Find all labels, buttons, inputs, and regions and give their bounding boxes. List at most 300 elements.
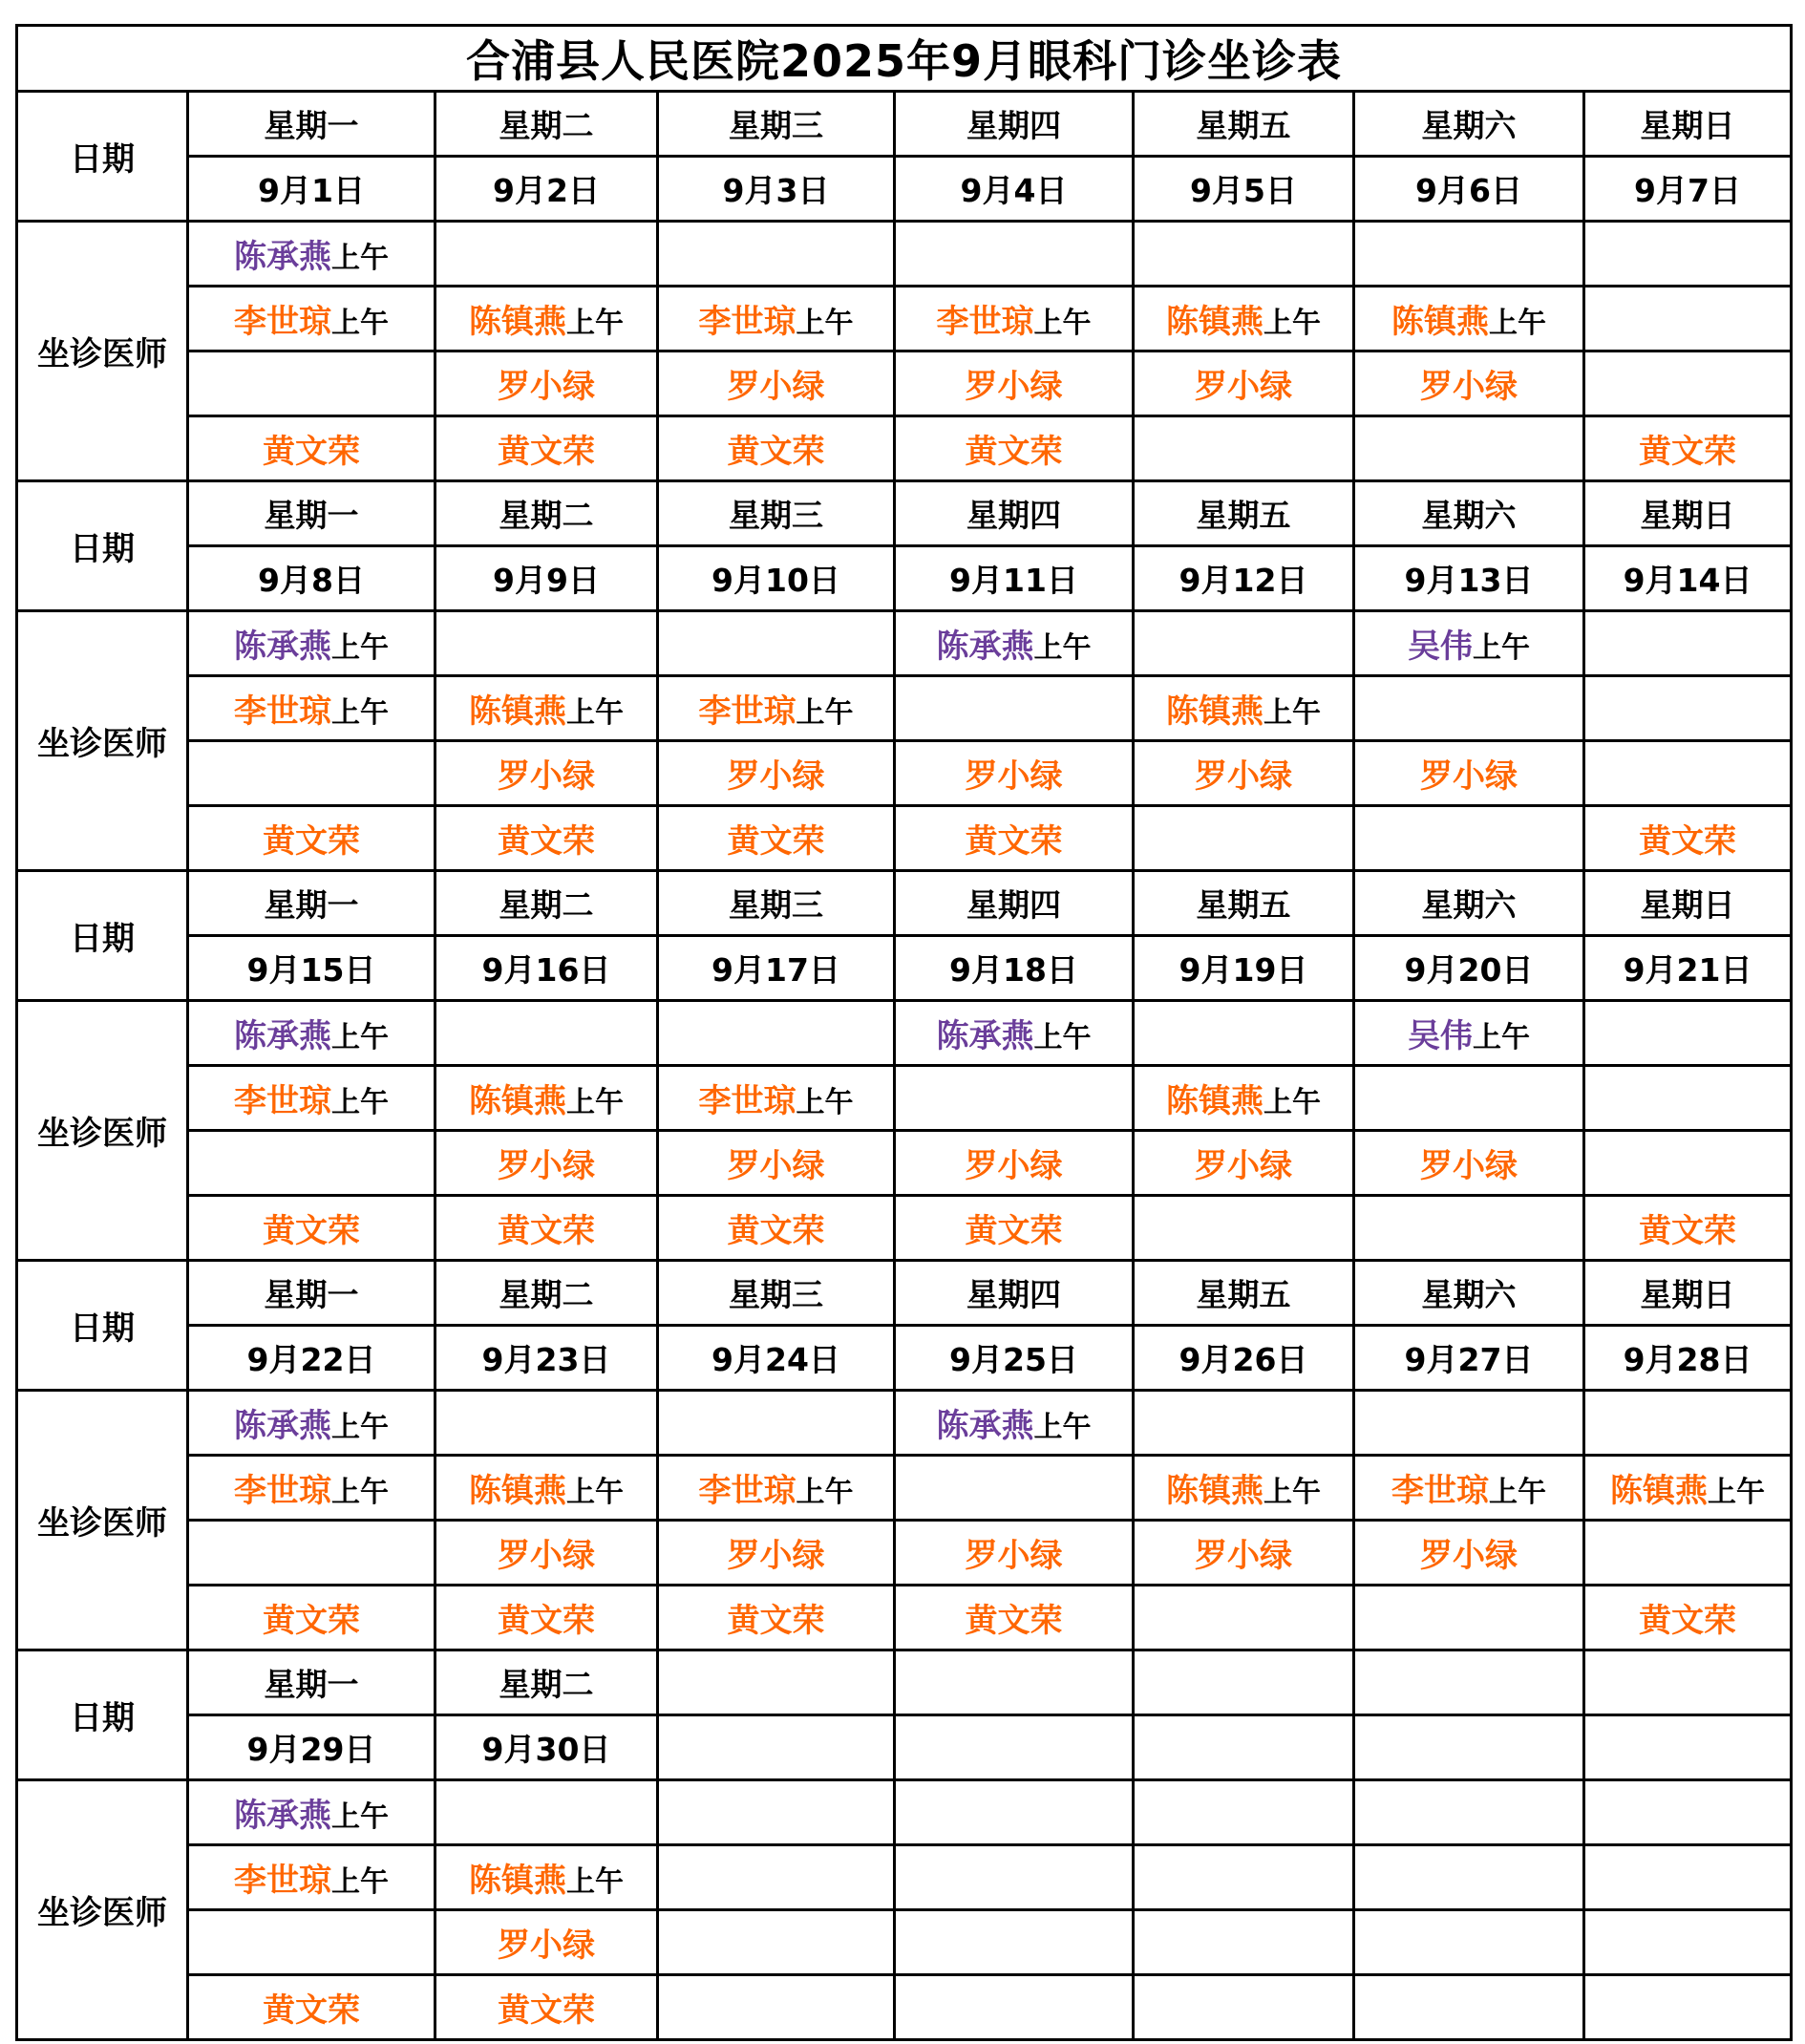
doctor-cell — [1584, 1780, 1792, 1845]
doctor-name: 罗小绿 — [1420, 368, 1518, 406]
session-label: 上午 — [1489, 1476, 1546, 1509]
doctor-cell — [1584, 1456, 1792, 1521]
session-label: 上午 — [1264, 696, 1321, 730]
date-cell: 9月3日 — [658, 157, 895, 222]
doctor-cell — [658, 1586, 895, 1650]
doctor-row — [17, 287, 1792, 351]
weekday-cell — [895, 1650, 1134, 1715]
doctor-cell — [658, 1131, 895, 1196]
weekday-cell: 星期一 — [188, 481, 435, 546]
weekday-cell: 星期一 — [188, 871, 435, 936]
doctor-row — [17, 351, 1792, 416]
weekday-cell: 星期二 — [435, 1650, 658, 1715]
doctor-cell — [1134, 741, 1354, 806]
doctor-cell — [658, 1456, 895, 1521]
date-row — [17, 936, 1792, 1001]
doctor-cell — [1134, 1845, 1354, 1910]
doctor-cell — [435, 1456, 658, 1521]
doctor-cell — [895, 1521, 1134, 1586]
doctor-name: 黄文荣 — [727, 822, 825, 861]
doctor-name: 罗小绿 — [1420, 1537, 1518, 1575]
doctor-name: 罗小绿 — [1195, 757, 1292, 796]
date-cell: 9月19日 — [1134, 936, 1354, 1001]
doctor-cell — [188, 1521, 435, 1586]
doctor-cell — [188, 741, 435, 806]
doctor-name: 陈镇燕 — [469, 1472, 566, 1510]
date-cell: 9月7日 — [1584, 157, 1792, 222]
date-cell: 9月22日 — [188, 1326, 435, 1391]
doctor-cell — [188, 351, 435, 416]
doctor-cell — [1354, 1780, 1584, 1845]
doctor-cell — [435, 1196, 658, 1261]
weekday-cell: 星期二 — [435, 481, 658, 546]
weekday-cell: 星期五 — [1134, 871, 1354, 936]
doctor-cell — [435, 222, 658, 287]
doctor-cell — [1584, 416, 1792, 481]
session-label: 上午 — [566, 307, 624, 340]
weekday-cell: 星期四 — [895, 481, 1134, 546]
doctor-cell — [435, 1780, 658, 1845]
doctor-cell — [1354, 416, 1584, 481]
session-label: 上午 — [1264, 1086, 1321, 1119]
weekday-row — [17, 1650, 1792, 1715]
doctor-cell — [1584, 1066, 1792, 1131]
doctor-cell — [1354, 1521, 1584, 1586]
doctor-cell — [658, 416, 895, 481]
doctor-cell — [1354, 611, 1584, 676]
doctor-row — [17, 1456, 1792, 1521]
doctor-name: 陈镇燕 — [1166, 1082, 1264, 1120]
session-label: 上午 — [331, 631, 389, 665]
doctor-cell — [1584, 1131, 1792, 1196]
doctor-cell — [1134, 1910, 1354, 1975]
doctor-row — [17, 1975, 1792, 2040]
doctor-name: 罗小绿 — [727, 1537, 825, 1575]
weekday-row — [17, 481, 1792, 546]
weekday-cell: 星期四 — [895, 871, 1134, 936]
doctor-row — [17, 1845, 1792, 1910]
doctor-cell — [188, 1131, 435, 1196]
doctor-cell — [658, 287, 895, 351]
doctor-name: 罗小绿 — [498, 1927, 595, 1965]
session-label: 上午 — [1264, 307, 1321, 340]
date-row — [17, 546, 1792, 611]
doctor-cell — [895, 1001, 1134, 1066]
session-label: 上午 — [566, 1865, 624, 1899]
doctor-name: 陈承燕 — [936, 1017, 1034, 1055]
session-label: 上午 — [796, 1086, 854, 1119]
doctor-cell — [435, 1845, 658, 1910]
doctor-name: 李世琼 — [234, 692, 331, 731]
session-label: 上午 — [331, 1800, 389, 1834]
date-cell: 9月8日 — [188, 546, 435, 611]
doctor-name: 李世琼 — [234, 1472, 331, 1510]
doctor-cell — [895, 741, 1134, 806]
doctor-cell — [1134, 416, 1354, 481]
doctor-name: 李世琼 — [234, 303, 331, 341]
weekday-cell: 星期五 — [1134, 481, 1354, 546]
doctor-cell — [1584, 676, 1792, 741]
doctor-cell — [1584, 1001, 1792, 1066]
doctor-cell — [658, 741, 895, 806]
date-cell: 9月5日 — [1134, 157, 1354, 222]
session-label: 上午 — [331, 242, 389, 275]
doctor-cell — [658, 1521, 895, 1586]
doctor-cell — [1584, 1521, 1792, 1586]
doctor-cell — [188, 1910, 435, 1975]
doctor-cell — [1354, 806, 1584, 871]
doctor-name: 罗小绿 — [1195, 1537, 1292, 1575]
doctor-name: 陈镇燕 — [469, 692, 566, 731]
doctor-cell — [1584, 1910, 1792, 1975]
doctor-name: 罗小绿 — [727, 757, 825, 796]
doctor-cell — [188, 1975, 435, 2040]
doctor-cell — [658, 222, 895, 287]
date-cell: 9月15日 — [188, 936, 435, 1001]
doctor-cell — [1354, 222, 1584, 287]
doctor-row — [17, 1391, 1792, 1456]
doctor-cell — [188, 1066, 435, 1131]
session-label: 上午 — [331, 1021, 389, 1054]
doctor-cell — [1584, 611, 1792, 676]
doctor-cell — [1584, 222, 1792, 287]
doctor-name: 罗小绿 — [965, 1147, 1063, 1185]
date-cell: 9月26日 — [1134, 1326, 1354, 1391]
doctor-cell — [188, 287, 435, 351]
weekday-cell: 星期日 — [1584, 92, 1792, 157]
date-cell: 9月27日 — [1354, 1326, 1584, 1391]
doctor-name: 黄文荣 — [965, 1212, 1063, 1250]
doctor-cell — [895, 1196, 1134, 1261]
doctor-cell — [1584, 351, 1792, 416]
doctor-name: 罗小绿 — [1195, 368, 1292, 406]
doctor-name: 黄文荣 — [263, 822, 360, 861]
date-cell: 9月18日 — [895, 936, 1134, 1001]
doctor-cell — [895, 1066, 1134, 1131]
doctor-name: 陈承燕 — [936, 1407, 1034, 1445]
doctor-name: 罗小绿 — [965, 757, 1063, 796]
doctor-name: 黄文荣 — [1639, 1212, 1737, 1250]
session-label: 上午 — [1033, 631, 1092, 665]
doctor-cell — [188, 1001, 435, 1066]
doctor-cell — [1584, 1845, 1792, 1910]
doctor-row — [17, 1196, 1792, 1261]
doctor-cell — [435, 287, 658, 351]
doctor-name: 陈承燕 — [936, 628, 1034, 666]
session-label: 上午 — [1473, 1021, 1530, 1054]
doctors-label: 坐诊医师 — [17, 611, 188, 871]
doctor-name: 吴伟 — [1408, 1017, 1473, 1055]
doctor-cell — [1134, 1521, 1354, 1586]
date-cell: 9月23日 — [435, 1326, 658, 1391]
doctor-cell — [435, 1521, 658, 1586]
doctor-cell — [1134, 287, 1354, 351]
doctor-cell — [435, 1586, 658, 1650]
doctor-cell — [435, 741, 658, 806]
date-cell: 9月13日 — [1354, 546, 1584, 611]
date-cell: 9月28日 — [1584, 1326, 1792, 1391]
doctor-name: 李世琼 — [698, 692, 796, 731]
doctor-row — [17, 741, 1792, 806]
weekday-cell: 星期二 — [435, 1261, 658, 1326]
doctor-name: 罗小绿 — [498, 1147, 595, 1185]
date-row — [17, 1326, 1792, 1391]
doctor-cell — [1134, 1456, 1354, 1521]
date-cell: 9月9日 — [435, 546, 658, 611]
doctor-cell — [188, 1586, 435, 1650]
doctor-cell — [895, 1391, 1134, 1456]
date-label: 日期 — [17, 92, 188, 222]
doctor-name: 罗小绿 — [965, 1537, 1063, 1575]
date-label: 日期 — [17, 1650, 188, 1780]
weekday-cell — [658, 1650, 895, 1715]
session-label: 上午 — [796, 1476, 854, 1509]
weekday-cell: 星期三 — [658, 481, 895, 546]
doctor-name: 李世琼 — [698, 303, 796, 341]
session-label: 上午 — [1033, 307, 1092, 340]
session-label: 上午 — [796, 696, 854, 730]
weekday-cell: 星期六 — [1354, 481, 1584, 546]
session-label: 上午 — [331, 1086, 389, 1119]
doctor-name: 陈镇燕 — [469, 303, 566, 341]
doctor-name: 黄文荣 — [965, 433, 1063, 471]
doctor-name: 黄文荣 — [727, 1602, 825, 1640]
weekday-cell: 星期日 — [1584, 871, 1792, 936]
weekday-cell: 星期一 — [188, 1650, 435, 1715]
doctor-cell — [1134, 1131, 1354, 1196]
date-cell: 9月1日 — [188, 157, 435, 222]
doctor-cell — [1354, 1131, 1584, 1196]
doctor-name: 黄文荣 — [965, 822, 1063, 861]
doctor-name: 陈承燕 — [234, 1797, 331, 1835]
doctor-cell — [895, 1131, 1134, 1196]
doctor-row — [17, 611, 1792, 676]
doctor-cell — [658, 1391, 895, 1456]
doctor-cell — [188, 676, 435, 741]
weekday-cell: 星期六 — [1354, 871, 1584, 936]
doctor-cell — [1354, 1196, 1584, 1261]
doctor-cell — [1354, 1456, 1584, 1521]
doctor-cell — [658, 676, 895, 741]
doctor-name: 李世琼 — [1391, 1472, 1489, 1510]
doctor-cell — [1134, 676, 1354, 741]
doctor-cell — [1134, 222, 1354, 287]
weekday-cell: 星期五 — [1134, 1261, 1354, 1326]
doctor-cell — [188, 416, 435, 481]
date-row — [17, 157, 1792, 222]
doctor-name: 黄文荣 — [263, 433, 360, 471]
session-label: 上午 — [331, 696, 389, 730]
doctor-cell — [188, 806, 435, 871]
doctor-name: 黄文荣 — [498, 433, 595, 471]
session-label: 上午 — [566, 1086, 624, 1119]
doctor-name: 陈镇燕 — [1610, 1472, 1709, 1510]
session-label: 上午 — [331, 1865, 389, 1899]
date-cell: 9月16日 — [435, 936, 658, 1001]
doctor-name: 黄文荣 — [498, 1602, 595, 1640]
date-cell: 9月4日 — [895, 157, 1134, 222]
doctor-cell — [435, 1131, 658, 1196]
session-label: 上午 — [1264, 1476, 1321, 1509]
doctor-name: 罗小绿 — [727, 368, 825, 406]
schedule-table — [15, 24, 1793, 2041]
doctor-name: 陈镇燕 — [1391, 303, 1489, 341]
date-cell — [1354, 1715, 1584, 1780]
date-cell — [658, 1715, 895, 1780]
doctor-cell — [658, 1196, 895, 1261]
doctor-cell — [1584, 1975, 1792, 2040]
session-label: 上午 — [1489, 307, 1546, 340]
doctor-row — [17, 1910, 1792, 1975]
doctors-label: 坐诊医师 — [17, 222, 188, 481]
doctors-label: 坐诊医师 — [17, 1391, 188, 1650]
weekday-row — [17, 871, 1792, 936]
weekday-row — [17, 1261, 1792, 1326]
doctor-name: 李世琼 — [698, 1082, 796, 1120]
date-cell: 9月20日 — [1354, 936, 1584, 1001]
session-label: 上午 — [331, 307, 389, 340]
doctor-name: 黄文荣 — [1639, 822, 1737, 861]
session-label: 上午 — [331, 1411, 389, 1444]
doctor-cell — [435, 1066, 658, 1131]
doctor-cell — [1134, 1586, 1354, 1650]
doctor-cell — [1134, 1001, 1354, 1066]
doctor-cell — [188, 1391, 435, 1456]
date-label: 日期 — [17, 1261, 188, 1391]
doctor-cell — [435, 1975, 658, 2040]
doctor-cell — [435, 351, 658, 416]
doctor-cell — [1354, 1975, 1584, 2040]
doctor-cell — [1354, 1391, 1584, 1456]
doctor-cell — [1584, 1196, 1792, 1261]
session-label: 上午 — [1033, 1411, 1092, 1444]
doctor-name: 罗小绿 — [1420, 757, 1518, 796]
date-cell — [895, 1715, 1134, 1780]
weekday-cell — [1584, 1650, 1792, 1715]
doctor-row — [17, 1131, 1792, 1196]
doctor-name: 陈承燕 — [234, 1017, 331, 1055]
doctor-name: 黄文荣 — [965, 1602, 1063, 1640]
session-label: 上午 — [1708, 1476, 1766, 1509]
doctor-cell — [188, 1845, 435, 1910]
weekday-cell: 星期日 — [1584, 481, 1792, 546]
weekday-row — [17, 92, 1792, 157]
date-cell: 9月17日 — [658, 936, 895, 1001]
date-cell: 9月11日 — [895, 546, 1134, 611]
doctor-cell — [1354, 1586, 1584, 1650]
page-title: 合浦县人民医院2025年9月眼科门诊坐诊表 — [17, 26, 1792, 92]
doctor-cell — [895, 1456, 1134, 1521]
doctor-cell — [658, 611, 895, 676]
doctor-row — [17, 1586, 1792, 1650]
doctor-cell — [1134, 1780, 1354, 1845]
doctor-name: 黄文荣 — [1639, 1602, 1737, 1640]
doctor-cell — [895, 676, 1134, 741]
doctor-cell — [435, 1910, 658, 1975]
doctor-name: 陈承燕 — [234, 628, 331, 666]
doctor-name: 李世琼 — [234, 1082, 331, 1120]
doctor-name: 陈镇燕 — [1166, 1472, 1264, 1510]
doctor-name: 陈承燕 — [234, 238, 331, 276]
doctor-cell — [1584, 287, 1792, 351]
doctor-row — [17, 676, 1792, 741]
weekday-cell: 星期五 — [1134, 92, 1354, 157]
weekday-cell: 星期日 — [1584, 1261, 1792, 1326]
date-cell — [1134, 1715, 1354, 1780]
weekday-cell: 星期一 — [188, 92, 435, 157]
date-cell: 9月21日 — [1584, 936, 1792, 1001]
weekday-cell: 星期二 — [435, 92, 658, 157]
session-label: 上午 — [1033, 1021, 1092, 1054]
doctor-name: 罗小绿 — [1195, 1147, 1292, 1185]
session-label: 上午 — [1473, 631, 1530, 665]
doctor-name: 黄文荣 — [263, 1991, 360, 2030]
doctor-name: 黄文荣 — [498, 822, 595, 861]
weekday-cell: 星期一 — [188, 1261, 435, 1326]
doctor-cell — [658, 1975, 895, 2040]
date-cell: 9月30日 — [435, 1715, 658, 1780]
doctor-cell — [658, 351, 895, 416]
doctor-cell — [435, 1001, 658, 1066]
doctor-cell — [895, 1910, 1134, 1975]
date-label: 日期 — [17, 481, 188, 611]
doctor-cell — [435, 806, 658, 871]
doctors-label: 坐诊医师 — [17, 1780, 188, 2040]
weekday-cell: 星期四 — [895, 92, 1134, 157]
doctor-name: 罗小绿 — [498, 757, 595, 796]
date-cell: 9月24日 — [658, 1326, 895, 1391]
doctor-cell — [1354, 1066, 1584, 1131]
session-label: 上午 — [796, 307, 854, 340]
doctor-cell — [658, 1780, 895, 1845]
doctor-name: 罗小绿 — [1420, 1147, 1518, 1185]
doctor-cell — [895, 1586, 1134, 1650]
doctor-cell — [1354, 676, 1584, 741]
doctor-cell — [1134, 1066, 1354, 1131]
doctor-cell — [658, 806, 895, 871]
weekday-cell: 星期二 — [435, 871, 658, 936]
doctor-cell — [658, 1910, 895, 1975]
doctor-cell — [435, 676, 658, 741]
doctor-cell — [1134, 1196, 1354, 1261]
doctor-cell — [435, 611, 658, 676]
doctor-name: 黄文荣 — [498, 1991, 595, 2030]
session-label: 上午 — [566, 1476, 624, 1509]
doctor-name: 李世琼 — [698, 1472, 796, 1510]
doctor-cell — [895, 416, 1134, 481]
doctor-row — [17, 1780, 1792, 1845]
doctor-cell — [658, 1845, 895, 1910]
doctor-cell — [1354, 1910, 1584, 1975]
date-cell — [1584, 1715, 1792, 1780]
doctor-cell — [1134, 1975, 1354, 2040]
date-cell: 9月6日 — [1354, 157, 1584, 222]
doctor-cell — [1134, 351, 1354, 416]
doctor-name: 陈镇燕 — [1166, 692, 1264, 731]
doctor-row — [17, 806, 1792, 871]
doctor-name: 吴伟 — [1408, 628, 1473, 666]
doctor-cell — [895, 287, 1134, 351]
weekday-cell: 星期四 — [895, 1261, 1134, 1326]
doctor-name: 罗小绿 — [498, 1537, 595, 1575]
doctor-cell — [658, 1001, 895, 1066]
weekday-cell: 星期六 — [1354, 1261, 1584, 1326]
doctor-cell — [1134, 1391, 1354, 1456]
date-label: 日期 — [17, 871, 188, 1001]
doctor-cell — [188, 1196, 435, 1261]
doctor-cell — [658, 1066, 895, 1131]
date-row — [17, 1715, 1792, 1780]
